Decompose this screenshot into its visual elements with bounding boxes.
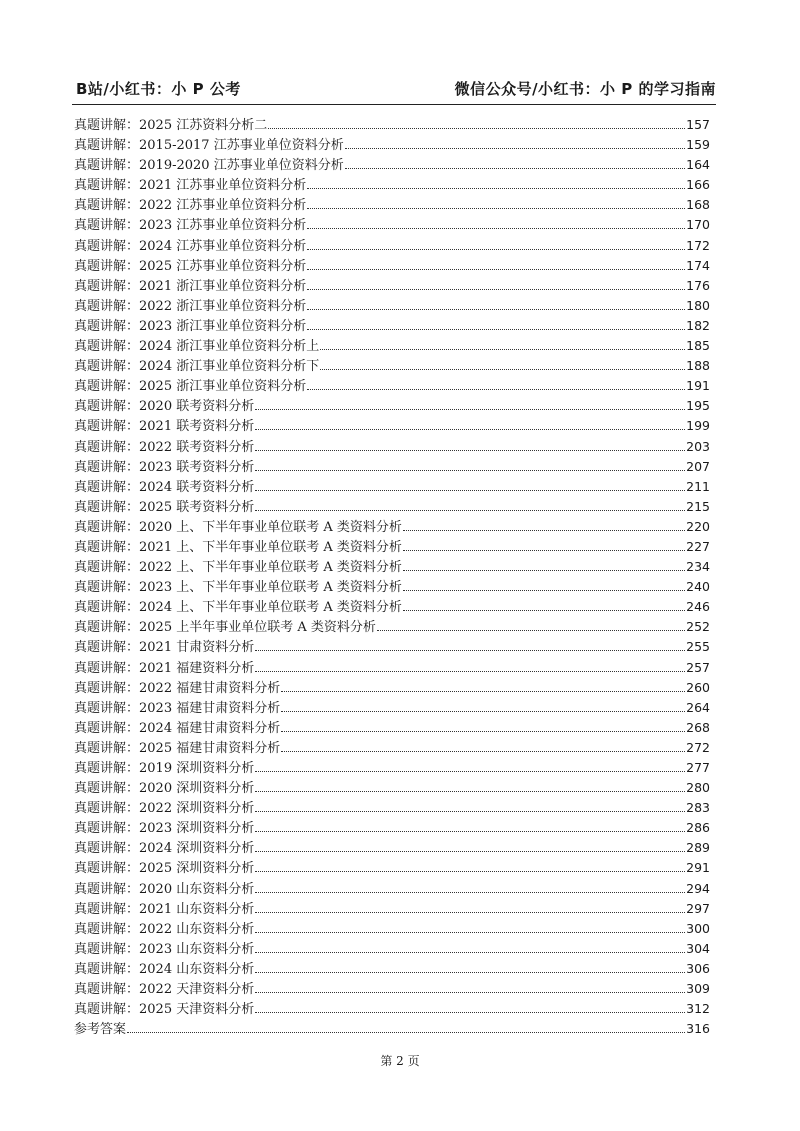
toc-entry-title[interactable]: 真题讲解：2025 上半年事业单位联考 A 类资料分析 [74, 620, 376, 636]
toc-entry-title[interactable]: 真题讲解：2019-2020 江苏事业单位资料分析 [74, 158, 344, 174]
toc-entry-title[interactable]: 真题讲解：2023 福建甘肃资料分析 [74, 700, 281, 716]
toc-entry[interactable] [74, 395, 710, 415]
toc-entry-title[interactable]: 真题讲解：2022 天津资料分析 [74, 982, 255, 998]
toc-dot-leader [307, 275, 685, 290]
toc-entry-title[interactable]: 真题讲解：2024 江苏事业单位资料分析 [74, 238, 307, 254]
toc-entry[interactable] [74, 837, 710, 857]
toc-dot-leader [345, 134, 685, 149]
toc-dot-leader [320, 355, 685, 370]
toc-dot-leader [255, 857, 685, 872]
header-right-text: 微信公众号/小红书：小 P 的学习指南 [454, 79, 716, 98]
toc-entry[interactable] [74, 596, 710, 616]
toc-entry[interactable] [74, 114, 710, 134]
toc-dot-leader [255, 657, 685, 672]
toc-dot-leader [255, 958, 685, 973]
toc-entry[interactable] [74, 556, 710, 576]
toc-entry[interactable] [74, 415, 710, 435]
toc-entry-page-number[interactable]: 195 [686, 398, 710, 414]
toc-entry-page-number[interactable]: 207 [686, 458, 710, 474]
toc-entry-title[interactable]: 真题讲解：2025 福建甘肃资料分析 [74, 740, 281, 756]
toc-entry[interactable] [74, 355, 710, 375]
toc-entry[interactable] [74, 657, 710, 677]
toc-dot-leader [255, 395, 685, 410]
toc-dot-leader [255, 757, 685, 772]
toc-entry-page-number[interactable]: 252 [686, 619, 710, 635]
toc-entry-page-number[interactable]: 309 [686, 981, 710, 997]
toc-entry-page-number[interactable]: 316 [686, 1021, 710, 1037]
toc-entry[interactable] [74, 958, 710, 978]
toc-entry-page-number[interactable]: 294 [686, 880, 710, 896]
toc-dot-leader [320, 335, 685, 350]
toc-dot-leader [255, 817, 685, 832]
toc-entry-page-number[interactable]: 188 [686, 358, 710, 374]
toc-entry[interactable] [74, 677, 710, 697]
toc-entry[interactable] [74, 918, 710, 938]
toc-entry[interactable] [74, 636, 710, 656]
toc-entry-page-number[interactable]: 170 [686, 217, 710, 233]
toc-dot-leader [403, 576, 685, 591]
toc-entry-title[interactable]: 真题讲解：2021 联考资料分析 [74, 419, 255, 435]
toc-entry[interactable] [74, 194, 710, 214]
toc-dot-leader [307, 315, 685, 330]
toc-dot-leader [127, 1018, 685, 1033]
toc-entry[interactable] [74, 214, 710, 234]
toc-dot-leader [255, 878, 685, 893]
toc-entry-page-number[interactable]: 215 [686, 498, 710, 514]
toc-entry-title[interactable]: 真题讲解：2025 浙江事业单位资料分析 [74, 379, 307, 395]
toc-dot-leader [281, 677, 685, 692]
toc-entry-page-number[interactable]: 257 [686, 659, 710, 675]
toc-entry-page-number[interactable]: 220 [686, 518, 710, 534]
toc-entry-page-number[interactable]: 157 [686, 117, 710, 132]
toc-entry[interactable] [74, 878, 710, 898]
toc-dot-leader [307, 295, 685, 310]
toc-entry-title[interactable]: 真题讲解：2021 甘肃资料分析 [74, 640, 255, 656]
toc-entry-page-number[interactable]: 240 [686, 579, 710, 595]
toc-entry-page-number[interactable]: 176 [686, 277, 710, 293]
toc-entry-page-number[interactable]: 255 [686, 639, 710, 655]
toc-dot-leader [403, 556, 685, 571]
toc-entry-title[interactable]: 真题讲解：2021 浙江事业单位资料分析 [74, 278, 307, 294]
toc-dot-leader [255, 636, 685, 651]
toc-entry-page-number[interactable]: 280 [686, 780, 710, 796]
toc-entry[interactable] [74, 496, 710, 516]
toc-entry-title[interactable]: 真题讲解：2022 上、下半年事业单位联考 A 类资料分析 [74, 560, 402, 576]
toc-dot-leader [403, 596, 685, 611]
toc-entry-page-number[interactable]: 283 [686, 800, 710, 816]
toc-entry[interactable] [74, 174, 710, 194]
toc-dot-leader [255, 797, 685, 812]
toc-dot-leader [345, 154, 685, 169]
toc-entry-page-number[interactable]: 306 [686, 960, 710, 976]
toc-entry-page-number[interactable]: 304 [686, 940, 710, 956]
toc-entry[interactable] [74, 717, 710, 737]
toc-dot-leader [255, 496, 685, 511]
toc-entry[interactable] [74, 857, 710, 877]
toc-dot-leader [281, 697, 685, 712]
toc-entry-title[interactable]: 真题讲解：2023 山东资料分析 [74, 941, 255, 957]
toc-entry-title[interactable]: 真题讲解：2024 联考资料分析 [74, 479, 255, 495]
toc-dot-leader [255, 436, 685, 451]
toc-entry-title[interactable]: 真题讲解：2022 福建甘肃资料分析 [74, 680, 281, 696]
table-of-contents [74, 114, 710, 1038]
toc-entry-title[interactable]: 真题讲解：2023 联考资料分析 [74, 459, 255, 475]
toc-dot-leader [307, 174, 685, 189]
toc-entry-title[interactable]: 真题讲解：2024 上、下半年事业单位联考 A 类资料分析 [74, 600, 402, 616]
toc-entry[interactable] [74, 516, 710, 536]
toc-entry-page-number[interactable]: 185 [686, 338, 710, 354]
toc-entry-page-number[interactable]: 260 [686, 679, 710, 695]
toc-dot-leader [307, 235, 685, 250]
toc-dot-leader [255, 476, 685, 491]
toc-entry-title[interactable]: 真题讲解：2024 浙江事业单位资料分析下 [74, 359, 320, 375]
toc-entry-page-number[interactable]: 268 [686, 719, 710, 735]
toc-dot-leader [281, 737, 685, 752]
toc-entry-title[interactable]: 真题讲解：2025 联考资料分析 [74, 499, 255, 515]
toc-entry-page-number[interactable]: 291 [686, 860, 710, 876]
toc-entry[interactable] [74, 817, 710, 837]
toc-dot-leader [255, 978, 685, 993]
toc-entry[interactable] [74, 335, 710, 355]
toc-entry-title[interactable]: 真题讲解：2021 山东资料分析 [74, 901, 255, 917]
toc-entry[interactable] [74, 536, 710, 556]
toc-entry-title[interactable]: 真题讲解：2022 深圳资料分析 [74, 801, 255, 817]
toc-entry-title[interactable]: 参考答案 [74, 1022, 127, 1038]
toc-entry[interactable] [74, 576, 710, 596]
toc-entry-page-number[interactable]: 289 [686, 840, 710, 856]
toc-entry-title[interactable]: 真题讲解：2025 江苏事业单位资料分析 [74, 258, 307, 274]
toc-dot-leader [281, 717, 685, 732]
toc-dot-leader [307, 255, 685, 270]
toc-entry-page-number[interactable]: 277 [686, 760, 710, 775]
toc-entry[interactable] [74, 898, 710, 918]
toc-entry-title[interactable]: 真题讲解：2022 联考资料分析 [74, 439, 255, 455]
toc-entry-title[interactable]: 真题讲解：2020 山东资料分析 [74, 881, 255, 897]
toc-dot-leader [403, 516, 685, 531]
toc-entry-page-number[interactable]: 199 [686, 418, 710, 434]
toc-entry[interactable] [74, 998, 710, 1018]
toc-entry-page-number[interactable]: 182 [686, 317, 710, 333]
toc-entry[interactable] [74, 315, 710, 335]
toc-dot-leader [307, 375, 685, 390]
toc-entry-title[interactable]: 真题讲解：2022 江苏事业单位资料分析 [74, 198, 307, 214]
toc-entry-title[interactable]: 真题讲解：2025 天津资料分析 [74, 1002, 255, 1018]
toc-dot-leader [255, 837, 685, 852]
toc-entry-page-number[interactable]: 166 [686, 177, 710, 193]
toc-entry-page-number[interactable]: 297 [686, 900, 710, 916]
toc-entry[interactable] [74, 777, 710, 797]
toc-entry-title[interactable]: 真题讲解：2024 福建甘肃资料分析 [74, 720, 281, 736]
toc-entry[interactable] [74, 295, 710, 315]
toc-entry-page-number[interactable]: 159 [686, 137, 710, 153]
toc-entry-title[interactable]: 真题讲解：2019 深圳资料分析 [74, 761, 255, 776]
toc-entry-title[interactable]: 真题讲解：2024 浙江事业单位资料分析上 [74, 339, 320, 355]
toc-dot-leader [403, 536, 685, 551]
toc-dot-leader [255, 415, 685, 430]
toc-entry[interactable] [74, 737, 710, 757]
toc-entry-page-number[interactable]: 234 [686, 559, 710, 575]
toc-entry-page-number[interactable]: 203 [686, 438, 710, 454]
toc-dot-leader [307, 214, 685, 229]
toc-dot-leader [268, 114, 685, 129]
toc-entry-title[interactable]: 真题讲解：2025 深圳资料分析 [74, 861, 255, 877]
toc-entry-title[interactable]: 真题讲解：2020 深圳资料分析 [74, 781, 255, 797]
toc-entry-page-number[interactable]: 180 [686, 297, 710, 313]
toc-entry-title[interactable]: 真题讲解：2023 浙江事业单位资料分析 [74, 318, 307, 334]
header-left-text: B站/小红书：小 P 公考 [76, 79, 241, 98]
toc-entry[interactable] [74, 1018, 710, 1038]
toc-entry-title[interactable]: 真题讲解：2021 福建资料分析 [74, 660, 255, 676]
toc-entry-page-number[interactable]: 191 [686, 378, 710, 394]
toc-dot-leader [255, 918, 685, 933]
header-divider [72, 104, 716, 105]
toc-entry-page-number[interactable]: 164 [686, 157, 710, 173]
toc-entry[interactable] [74, 255, 710, 275]
toc-entry-title[interactable]: 真题讲解：2021 江苏事业单位资料分析 [74, 178, 307, 194]
toc-entry[interactable] [74, 697, 710, 717]
toc-entry[interactable] [74, 616, 710, 636]
toc-entry-title[interactable]: 真题讲解：2020 上、下半年事业单位联考 A 类资料分析 [74, 519, 402, 535]
toc-entry-title[interactable]: 真题讲解：2023 上、下半年事业单位联考 A 类资料分析 [74, 580, 402, 596]
toc-dot-leader [377, 616, 685, 631]
toc-entry[interactable] [74, 275, 710, 295]
toc-entry-title[interactable]: 真题讲解：2020 联考资料分析 [74, 399, 255, 415]
page-number: 第 2 页 [380, 1054, 420, 1068]
toc-entry-page-number[interactable]: 211 [686, 478, 710, 494]
toc-entry[interactable] [74, 757, 710, 777]
toc-entry[interactable] [74, 456, 710, 476]
toc-entry-page-number[interactable]: 168 [686, 197, 710, 213]
toc-dot-leader [255, 777, 685, 792]
toc-dot-leader [255, 456, 685, 471]
toc-entry-title[interactable]: 真题讲解：2022 山东资料分析 [74, 921, 255, 937]
toc-entry-title[interactable]: 真题讲解：2024 山东资料分析 [74, 961, 255, 977]
toc-entry-title[interactable]: 真题讲解：2025 江苏资料分析二 [74, 118, 268, 133]
toc-entry[interactable] [74, 134, 710, 154]
toc-entry[interactable] [74, 436, 710, 456]
toc-dot-leader [255, 938, 685, 953]
toc-entry-title[interactable]: 真题讲解：2023 深圳资料分析 [74, 821, 255, 837]
toc-entry-page-number[interactable]: 172 [686, 237, 710, 253]
toc-entry-page-number[interactable]: 272 [686, 739, 710, 755]
toc-entry-page-number[interactable]: 300 [686, 920, 710, 936]
toc-entry-title[interactable]: 真题讲解：2023 江苏事业单位资料分析 [74, 218, 307, 234]
toc-dot-leader [307, 194, 685, 209]
toc-dot-leader [255, 898, 685, 913]
toc-entry-page-number[interactable]: 246 [686, 599, 710, 615]
toc-entry-title[interactable]: 真题讲解：2022 浙江事业单位资料分析 [74, 298, 307, 314]
toc-dot-leader [255, 998, 685, 1013]
toc-entry[interactable] [74, 978, 710, 998]
toc-entry-page-number[interactable]: 227 [686, 538, 710, 554]
page-header [76, 76, 716, 100]
toc-entry-page-number[interactable]: 312 [686, 1001, 710, 1017]
toc-entry[interactable] [74, 938, 710, 958]
toc-entry-title[interactable]: 真题讲解：2015-2017 江苏事业单位资料分析 [74, 138, 344, 154]
toc-entry-page-number[interactable]: 174 [686, 257, 710, 273]
toc-entry-title[interactable]: 真题讲解：2024 深圳资料分析 [74, 841, 255, 857]
toc-entry[interactable] [74, 797, 710, 817]
toc-entry[interactable] [74, 375, 710, 395]
toc-entry-title[interactable]: 真题讲解：2021 上、下半年事业单位联考 A 类资料分析 [74, 539, 402, 555]
toc-entry[interactable] [74, 154, 710, 174]
toc-entry-page-number[interactable]: 286 [686, 820, 710, 836]
toc-entry-page-number[interactable]: 264 [686, 699, 710, 715]
toc-entry[interactable] [74, 476, 710, 496]
toc-entry[interactable] [74, 235, 710, 255]
